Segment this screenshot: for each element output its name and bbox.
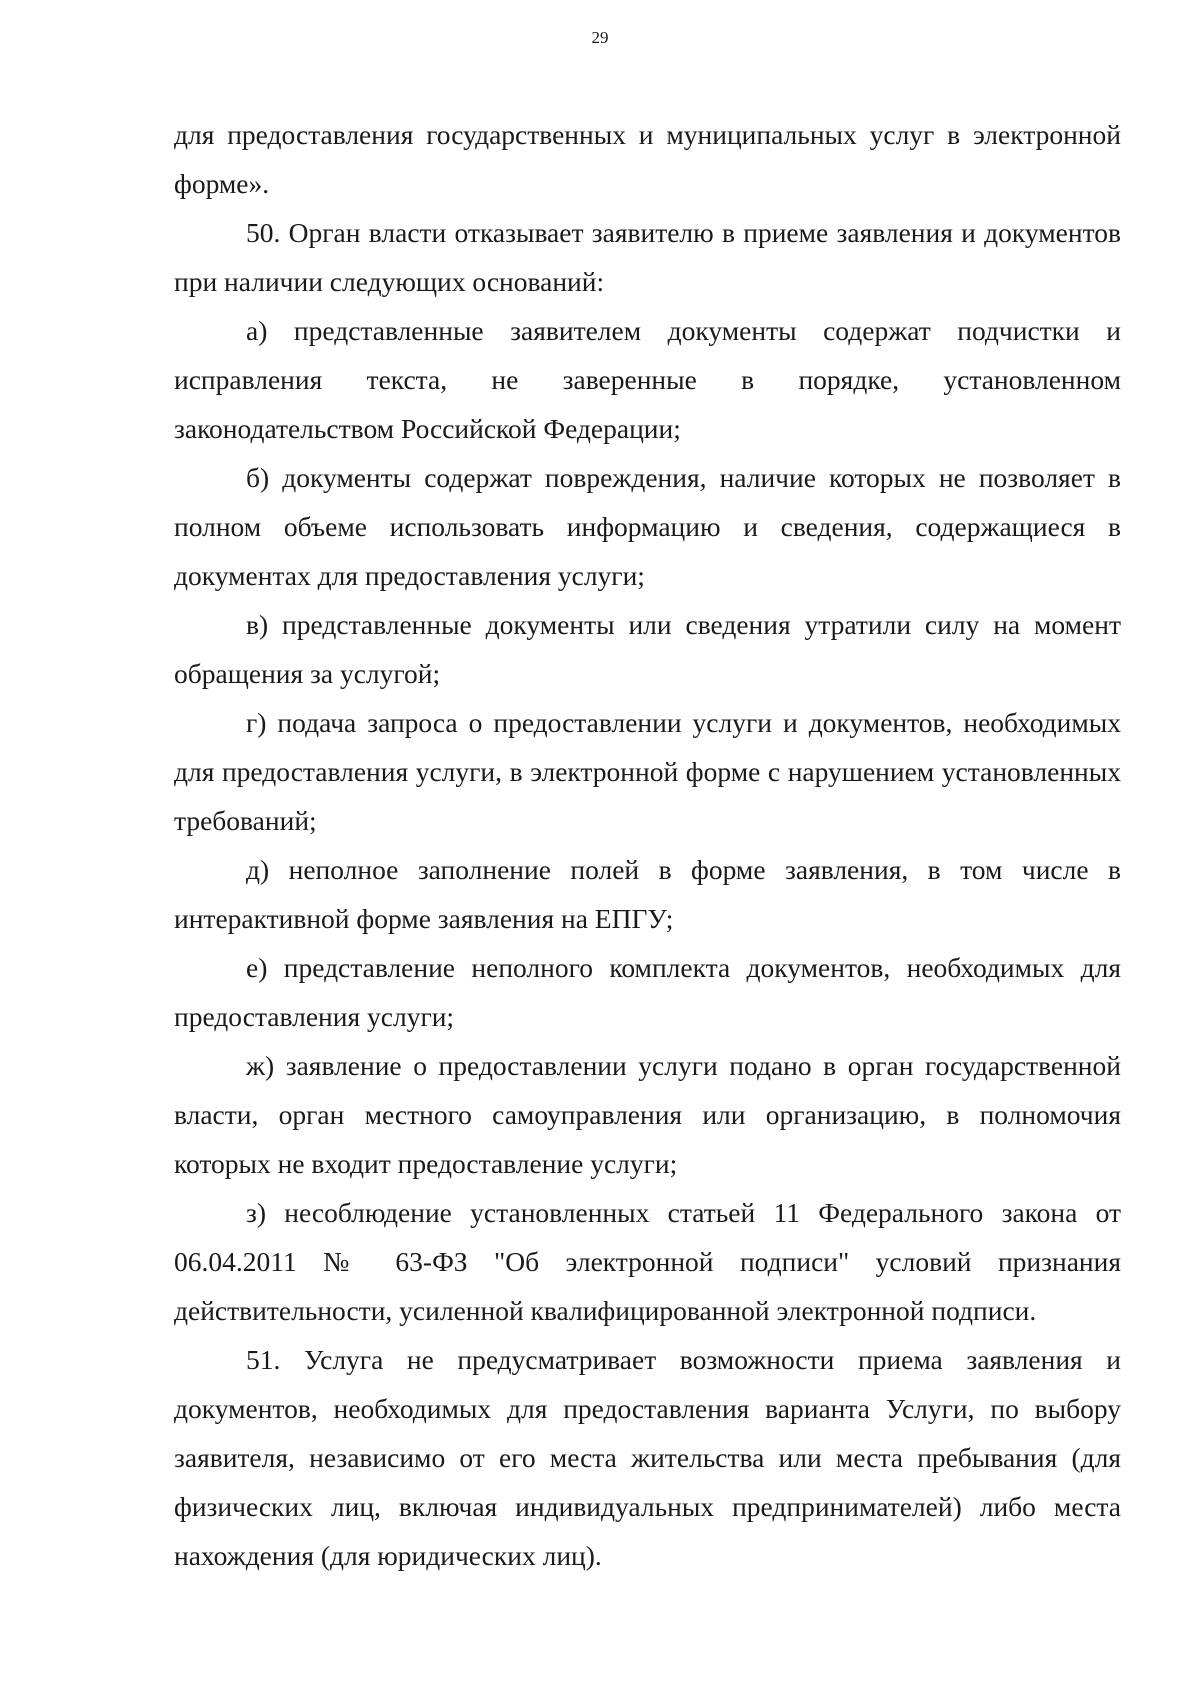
page-number: 29 [591,28,609,47]
paragraph-subitem-zh: ж) заявление о предоставлении услуги подано в орган государственной власти, орган местного самоуправления или организацию, в полномочия которых не входит предоставление услуги; [174,1050,1121,1179]
paragraph-continuation: для предоставления государственных и муниципальных услуг в электронной форме». [174,119,1121,199]
document-body [174,110,1121,1580]
paragraph-subitem-b: б) документы содержат повреждения, наличие которых не позволяет в полном объеме использовать информацию и сведения, содержащиеся в документах для предоставления услуги; [174,462,1121,591]
paragraph-subitem-v: в) представленные документы или сведения утратили силу на момент обращения за услугой; [174,609,1121,689]
paragraph-item-50: 50. Орган власти отказывает заявителю в приеме заявления и документов при наличии следующих оснований: [174,217,1121,297]
paragraph-subitem-z: з) несоблюдение установленных статьей 11 Федерального закона от 06.04.2011 № 63-ФЗ "Об электронной подписи" условий признания действительности, усиленной квалифицированной электронной подписи. [174,1197,1121,1326]
paragraph-subitem-g: г) подача запроса о предоставлении услуги и документов, необходимых для предоставления услуги, в электронной форме с нарушением установленных требований; [174,707,1121,836]
paragraph-subitem-a: а) представленные заявителем документы содержат подчистки и исправления текста, не заверенные в порядке, установленном законодательством Российской Федерации; [174,315,1121,444]
paragraph-subitem-d: д) неполное заполнение полей в форме заявления, в том числе в интерактивной форме заявления на ЕПГУ; [174,854,1121,934]
paragraph-subitem-e: е) представление неполного комплекта документов, необходимых для предоставления услуги; [174,952,1121,1032]
paragraph-item-51: 51. Услуга не предусматривает возможности приема заявления и документов, необходимых для предоставления варианта Услуги, по выбору заявителя, независимо от его места жительства или места пребывания (для физических лиц, включая индивидуальных предпринимателей) либо места нахождения (для юридических лиц). [174,1344,1121,1571]
